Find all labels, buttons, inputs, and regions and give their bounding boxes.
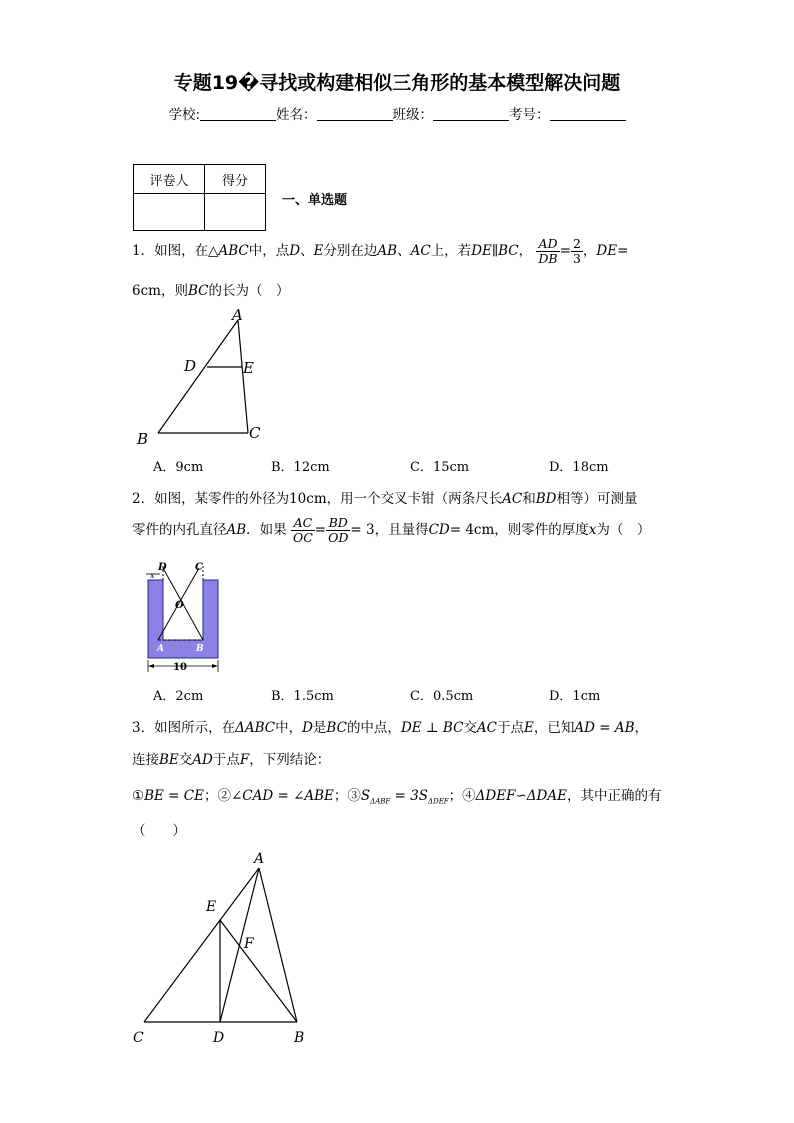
q1-label-d: D	[184, 357, 197, 375]
q3-text: ，其中正确的有	[566, 788, 662, 804]
grader-cell[interactable]	[134, 194, 205, 231]
q3-e: E	[524, 720, 534, 736]
q3-label-a: A	[254, 851, 265, 867]
q3-c3-sub2: ΔDEF	[428, 797, 449, 806]
q1-text: 中，点	[248, 243, 290, 259]
q3-label-c: C	[133, 1030, 144, 1046]
q1-text: ，	[582, 243, 597, 259]
score-cell[interactable]	[205, 194, 266, 231]
q3-conclusion-4: ΔDEF∽ΔDAE	[475, 788, 567, 804]
q3-text: 于点	[212, 752, 240, 768]
q1-de-parallel-bc: DE∥BC	[471, 243, 519, 259]
q3-f: F	[239, 752, 250, 768]
q1-option-d[interactable]: D．18cm	[549, 460, 609, 475]
q1-fraction-ad-db	[536, 237, 559, 266]
q2-line2	[132, 516, 650, 545]
q3-text: 交	[463, 720, 477, 736]
q1-line2	[132, 279, 289, 299]
score-table	[133, 164, 266, 231]
q2-text: 零件的内孔直径	[132, 522, 227, 538]
q2-text: 为（ ）	[596, 522, 651, 538]
q2-label-ten: 10	[173, 662, 187, 673]
q1-text: =	[617, 243, 629, 259]
q3-text: 是	[312, 720, 327, 736]
q1-val-num: 2	[572, 236, 581, 251]
school-blank[interactable]	[200, 106, 276, 121]
class-label: 班级：	[392, 107, 434, 123]
q3-text: 交	[178, 752, 193, 768]
q3-ad-eq-ab: AD = AB	[574, 720, 635, 736]
q3-bc: BC	[326, 720, 347, 736]
q1-text: 、	[300, 243, 314, 259]
q3-label-e: E	[206, 899, 217, 915]
q3-number: 3．	[132, 720, 155, 736]
q3-be: BE	[159, 752, 179, 768]
q1-number: 1．	[132, 243, 155, 259]
q3-c1-num: ①	[132, 788, 145, 804]
q1-eq: =	[559, 243, 571, 259]
q1-frac-den: DB	[538, 251, 558, 266]
q1-text: 如图，在△	[154, 243, 219, 259]
q1-de: DE	[596, 243, 618, 259]
q3-text: 于点	[497, 720, 524, 736]
q1-text: 分别在边	[323, 243, 378, 259]
q2-f2-den: OD	[328, 530, 349, 545]
q3-ad: AD	[192, 752, 213, 768]
q2-option-b[interactable]: B．1.5cm	[271, 689, 334, 704]
q3-conclusion-1: BE = CE	[144, 788, 204, 804]
exam-no-label: 考号：	[509, 107, 550, 123]
q1-fraction-value	[571, 237, 583, 266]
q1-label-c: C	[249, 424, 261, 442]
q1-ac: AC	[410, 243, 431, 259]
q2-cd: CD	[428, 522, 450, 538]
q2-x: x	[588, 522, 597, 538]
q2-ac: AC	[502, 491, 523, 507]
q3-c3-s: S	[360, 788, 371, 804]
q3-text: 如图所示，在	[154, 720, 236, 736]
q1-text: 、	[397, 243, 411, 259]
section-heading: 一、单选题	[282, 193, 348, 208]
q2-fraction-bd-od	[326, 516, 350, 545]
class-blank[interactable]	[433, 106, 509, 121]
q3-conclusion-2: ∠CAD = ∠ABE	[230, 788, 334, 804]
q1-label-a: A	[232, 306, 243, 324]
q3-c3-sub1: ΔABF	[370, 797, 391, 806]
q3-conclusion-3	[361, 788, 449, 804]
q2-label-a: A	[157, 644, 164, 654]
name-blank[interactable]	[317, 106, 393, 121]
q3-line3	[132, 784, 661, 806]
q1-option-a[interactable]: A．9cm	[153, 460, 204, 475]
q2-text: ，则零件的厚度	[494, 522, 589, 538]
q1-frac-num: AD	[536, 237, 559, 252]
q1-text: 6cm，则	[132, 283, 188, 299]
q2-text: 和	[522, 491, 536, 507]
q3-text: 中，	[275, 720, 303, 736]
q1-label-e: E	[243, 359, 254, 377]
q3-text: 连接	[132, 752, 159, 768]
q1-abc: ABC	[218, 243, 249, 259]
q3-abc: ΔABC	[235, 720, 276, 736]
q2-bd: BD	[535, 491, 557, 507]
name-label: 姓名：	[276, 107, 317, 123]
q3-d: D	[302, 720, 313, 736]
q3-c4-num: ；④	[448, 788, 476, 804]
q3-text: ，下列结论：	[249, 752, 331, 768]
q1-e: E	[313, 243, 324, 259]
q1-text: ，	[518, 243, 533, 259]
q1-d: D	[289, 243, 301, 259]
q3-line2	[132, 748, 330, 768]
q2-f1-num: AC	[291, 516, 315, 531]
q2-line1	[132, 487, 637, 507]
q2-label-b: B	[196, 644, 204, 654]
q2-label-c: C	[195, 562, 203, 573]
q2-caliper-figure	[140, 556, 220, 674]
q1-option-b[interactable]: B．12cm	[271, 460, 330, 475]
q2-text: ．如果	[246, 522, 287, 538]
q3-text: ，	[634, 720, 648, 736]
q3-label-f: F	[244, 936, 254, 952]
q2-ab: AB	[226, 522, 247, 538]
grader-header: 评卷人	[134, 165, 205, 194]
page-title: 专题19�寻找或构建相似三角形的基本模型解决问题	[173, 72, 621, 94]
student-info-line	[0, 103, 794, 123]
q2-label-o: O	[175, 600, 184, 611]
q3-c2-num: ；②	[203, 788, 231, 804]
q3-c3-num: ；③	[333, 788, 361, 804]
q2-label-d: D	[158, 562, 167, 573]
q2-fraction-ac-oc	[291, 516, 315, 545]
q2-number: 2．	[132, 491, 155, 507]
q3-c3-mid: = 3S	[390, 788, 429, 804]
q1-line1	[132, 237, 628, 266]
q1-val-den: 3	[572, 251, 581, 266]
q1-triangle-figure	[130, 304, 270, 450]
q1-ab: AB	[377, 243, 398, 259]
q3-text: ，已知	[533, 720, 575, 736]
q2-text: ，且量得	[374, 522, 429, 538]
q2-text: 如图，某零件的外径为10cm，用一个交叉卡钳（两条尺长	[154, 491, 503, 507]
q3-ac: AC	[476, 720, 497, 736]
q2-eq: =	[314, 522, 327, 538]
q2-eq3: = 3	[350, 522, 375, 538]
q3-triangle-figure	[128, 848, 318, 1048]
q1-option-c[interactable]: C．15cm	[410, 460, 470, 475]
q2-cd-value: = 4cm	[449, 522, 495, 538]
exam-no-blank[interactable]	[550, 106, 626, 121]
q2-option-c[interactable]: C．0.5cm	[410, 689, 474, 704]
q3-answer-paren: （ ）	[132, 823, 186, 839]
q3-text: 的中点，	[346, 720, 401, 736]
q3-line1	[132, 716, 648, 736]
q2-text: 相等）可测量	[556, 491, 638, 507]
q2-option-a[interactable]: A．2cm	[153, 689, 204, 704]
q2-option-d[interactable]: D．1cm	[549, 689, 601, 704]
q3-label-b: B	[294, 1030, 305, 1046]
q1-bc: BC	[187, 283, 209, 299]
school-label: 学校:	[168, 107, 201, 123]
q1-text: 上，若	[430, 243, 472, 259]
q3-label-d: D	[213, 1030, 225, 1046]
q1-text: 的长为（ ）	[208, 283, 290, 299]
q2-label-x: x	[150, 571, 155, 580]
q1-label-b: B	[137, 430, 149, 448]
score-header: 得分	[205, 165, 266, 194]
q2-f2-num: BD	[326, 516, 350, 531]
q2-f1-den: OC	[292, 530, 313, 545]
q3-de-perp-bc: DE ⊥ BC	[400, 720, 464, 736]
